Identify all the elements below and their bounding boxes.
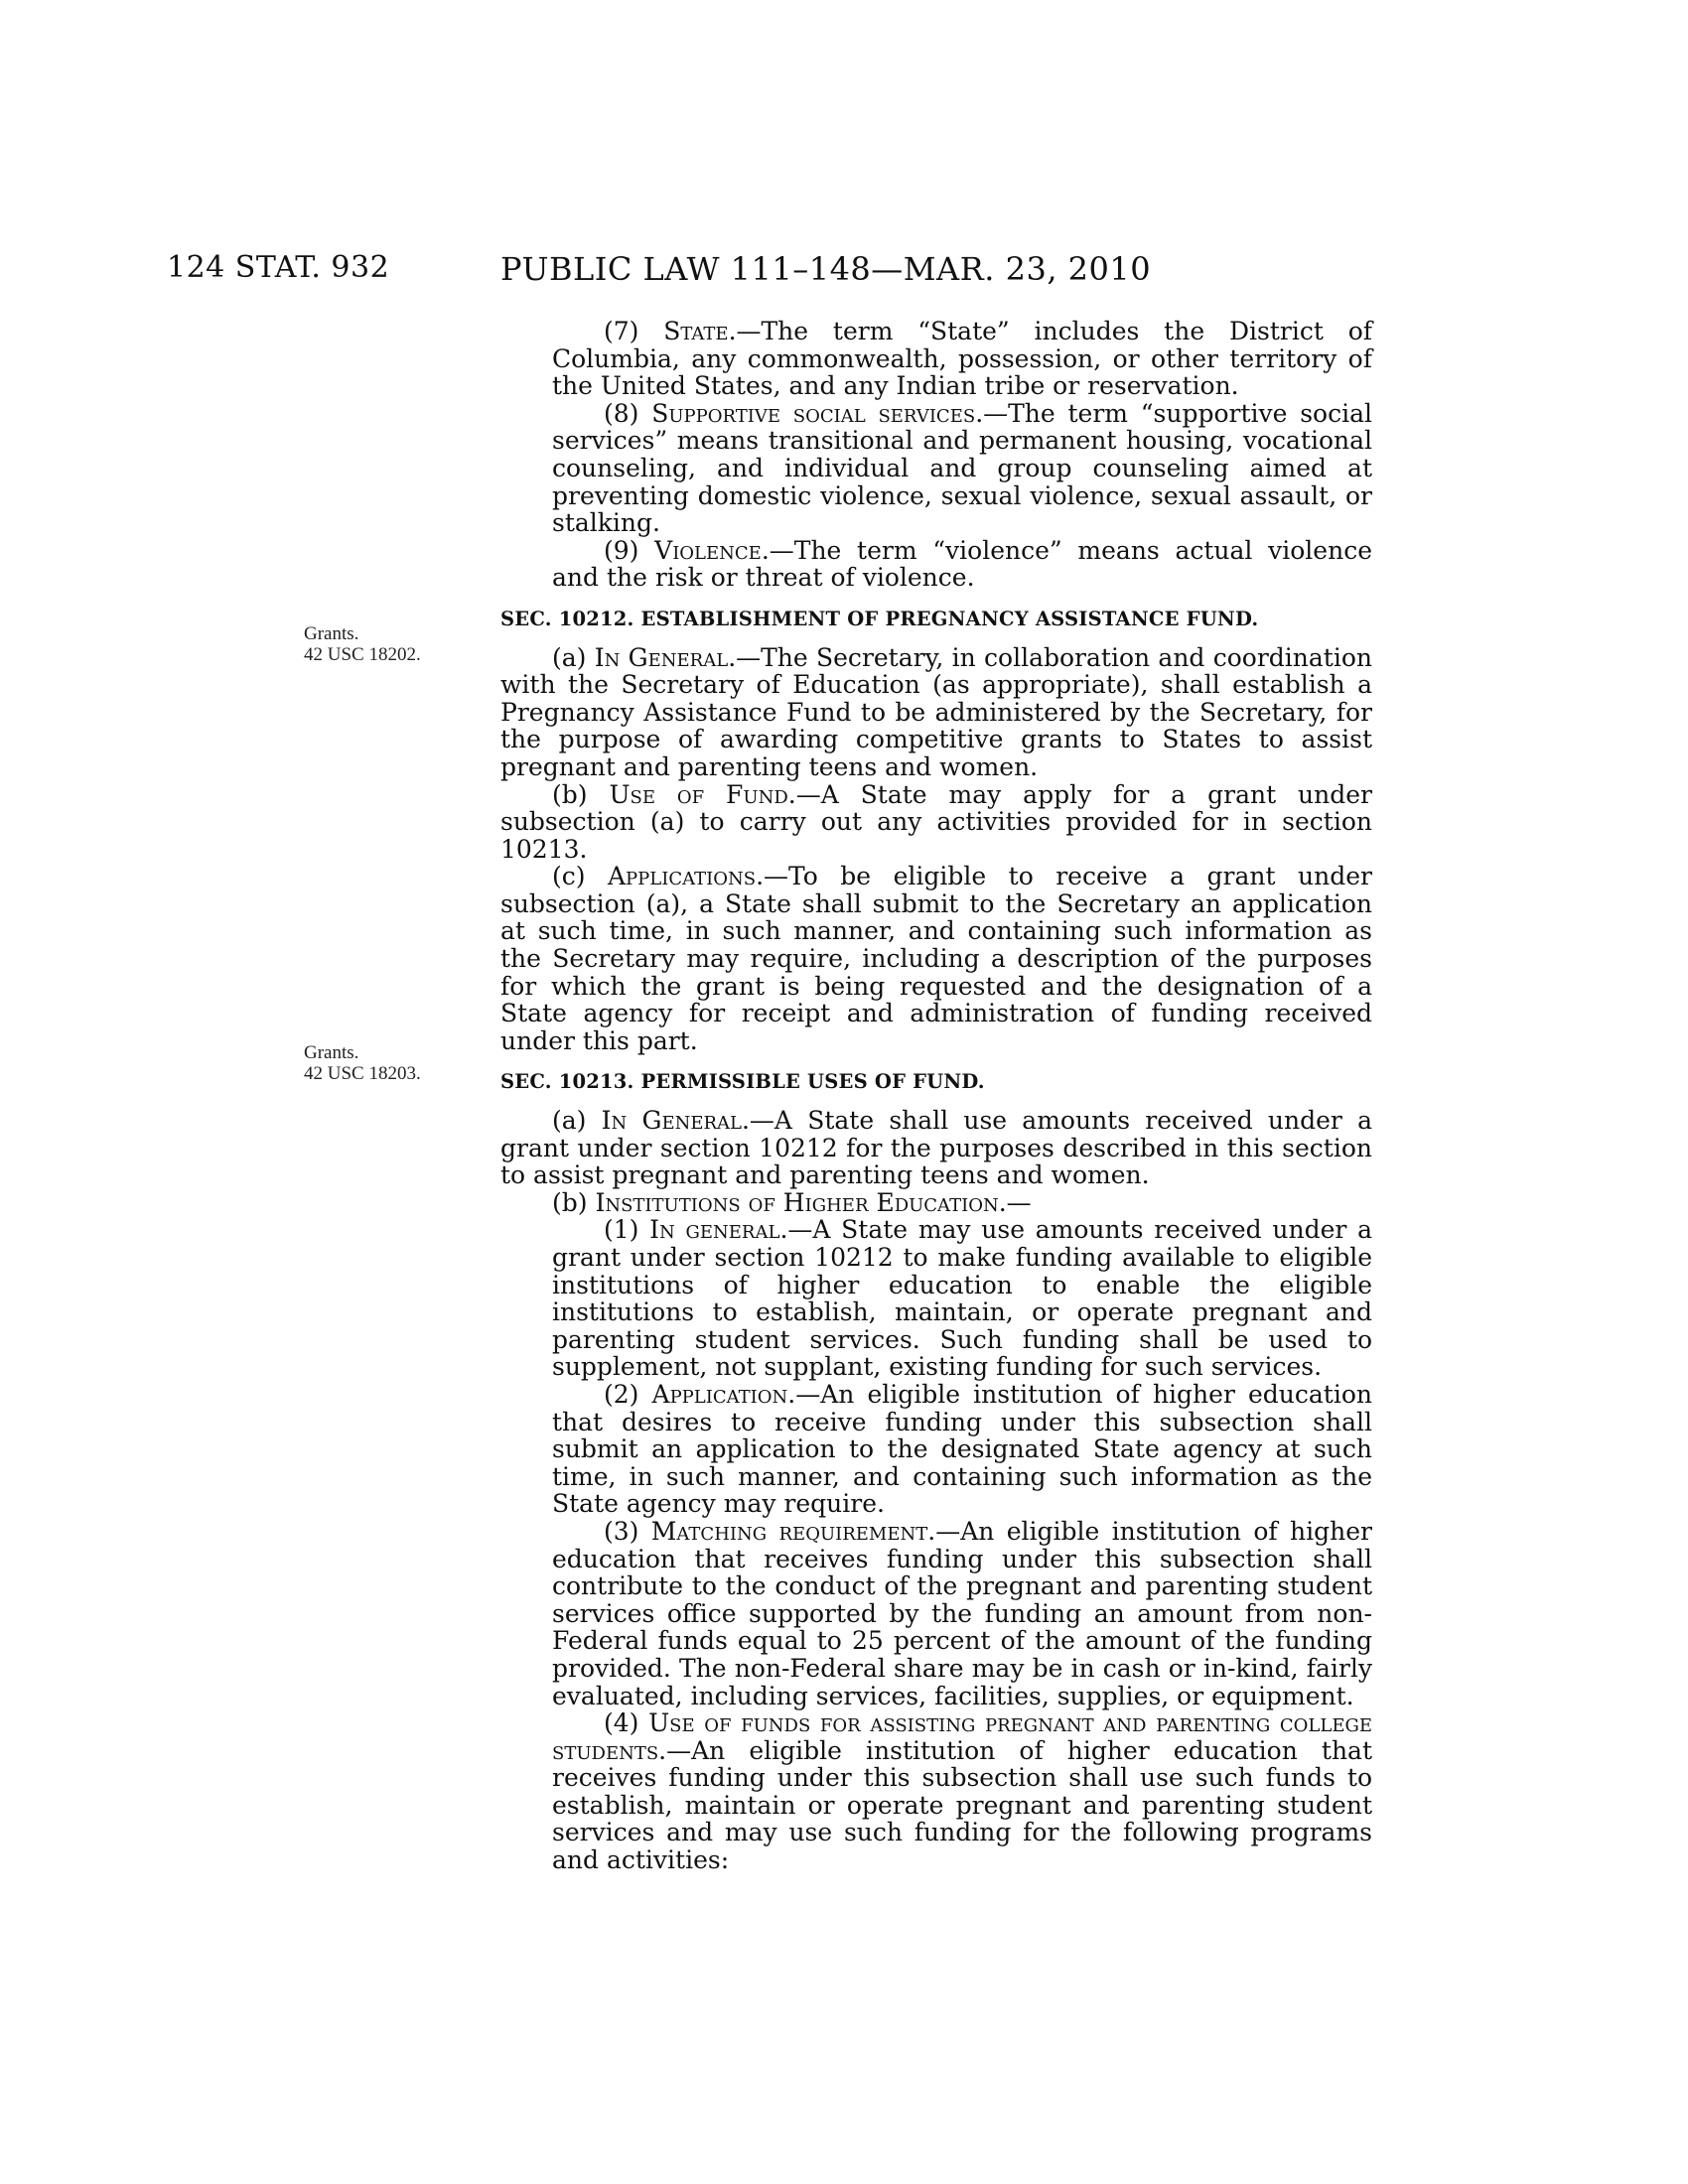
definition-paragraph: (8) Supportive social services.—The term “supportive social services” means transitional and permanent housing, vocational counseling, and individual and group counseling aimed at preventing domestic violence, sexual violence, sexual assault, or stalking. — [552, 398, 1372, 538]
margin-note-label: Grants. — [304, 1042, 359, 1063]
subsection-paragraph: (a) In General.—The Secretary, in collaboration and coordination with the Secretary of Education (as appropriate), shall establish a Pregnancy Assistance Fund to be administered by the Secretary, for the purpose of awarding competitive grants to States to assist pregnant and parenting teens and women. — [500, 642, 1372, 781]
subsection-paragraph: (c) Applications.—To be eligible to receive a grant under subsection (a), a State shall submit to the Secretary an application at such time, in such manner, and containing such information as the Secretary may require, including a description of the purposes for which the grant is being requested and the designation of a State agency for receipt and administration of funding received under this part. — [500, 862, 1372, 1055]
subsection-paragraph: (b) Use of Fund.—A State may apply for a grant under subsection (a) to carry out any activities provided for in section 10213. — [500, 779, 1372, 864]
subsection-paragraph: (a) In General.—A State shall use amounts received under a grant under section 10212 for the purposes described in this section to assist pregnant and parenting teens and women. — [500, 1106, 1372, 1190]
paragraph-item: (2) Application.—An eligible institution of higher education that desires to receive funding under this subsection shall submit an application to the designated State agency at such time, in such manner, and containing such information as the State agency may require. — [552, 1379, 1372, 1519]
margin-note-label: Grants. — [304, 623, 359, 644]
definition-paragraph: (9) Violence.—The term “violence” means actual violence and the risk or threat of violence. — [552, 535, 1372, 593]
paragraph-item: (3) Matching requirement.—An eligible institution of higher education that receives funding under this subsection shall contribute to the conduct of the pregnant and parenting student services office supported by the funding an amount from non-Federal funds equal to 25 percent of the amount of the funding provided. The non-Federal share may be in cash or in-kind, fairly evaluated, including services, facilities, supplies, or equipment. — [552, 1516, 1372, 1710]
section-heading: SEC. 10213. PERMISSIBLE USES OF FUND. — [500, 1070, 985, 1094]
margin-note-citation: 42 USC 18203. — [304, 1063, 421, 1084]
statute-body — [500, 318, 1372, 1874]
definition-paragraph: (7) State.—The term “State” includes the District of Columbia, any commonwealth, possession, or other territory of the United States, and any Indian tribe or reservation. — [552, 317, 1372, 401]
margin-note-sec-10213 — [304, 1042, 421, 1084]
paragraph-item: (1) In general.—A State may use amounts received under a grant under section 10212 to make funding available to eligible institutions of higher education to enable the eligible institutions to establish, maintain, or operate pregnant and parenting student services. Such funding shall be used to supplement, not supplant, existing funding for such services. — [552, 1215, 1372, 1382]
subsection-paragraph: (b) Institutions of Higher Education.— — [552, 1187, 1032, 1217]
paragraph-item: (4) Use of funds for assisting pregnant and parenting college students.—An eligible institution of higher education that receives funding under this subsection shall use such funds to establish, maintain or operate pregnant and parenting student services and may use such funding for the following programs and activities: — [552, 1708, 1372, 1875]
margin-note-citation: 42 USC 18202. — [304, 644, 421, 665]
section-heading: SEC. 10212. ESTABLISHMENT OF PREGNANCY ASSISTANCE FUND. — [500, 607, 1259, 630]
margin-note-sec-10212 — [304, 623, 421, 665]
page-title: PUBLIC LAW 111–148—MAR. 23, 2010 — [500, 250, 1152, 288]
page-reference: 124 STAT. 932 — [167, 250, 390, 285]
